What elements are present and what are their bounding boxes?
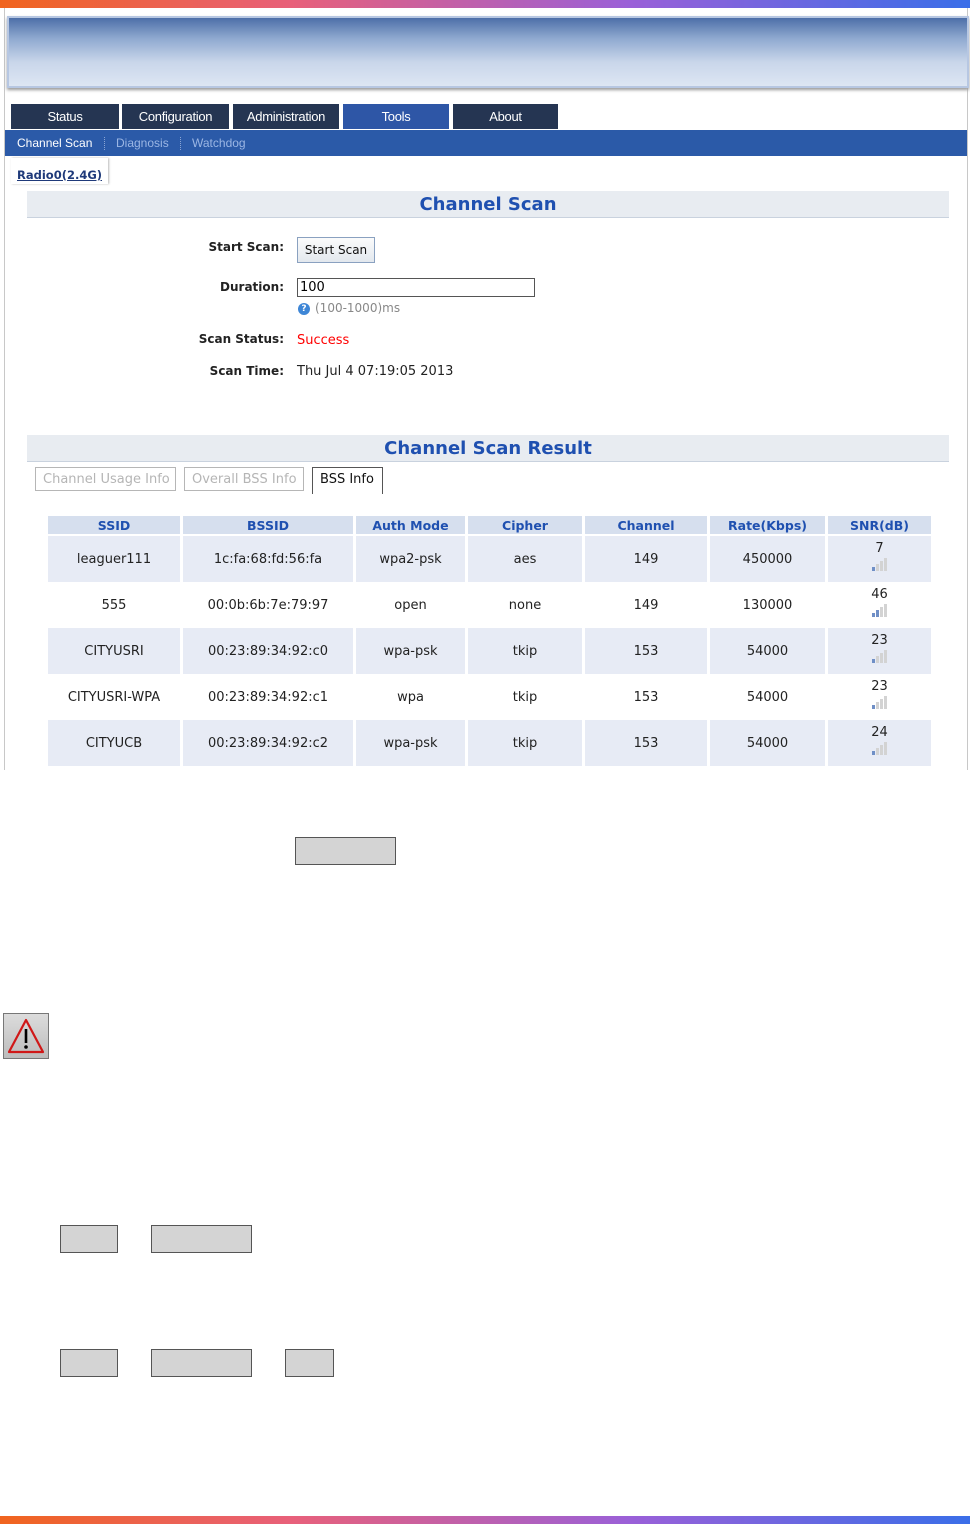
rate-cell: 54000 (710, 720, 825, 766)
signal-bar (876, 656, 879, 663)
snr-value: 23 (871, 678, 888, 694)
signal-strength-icon (872, 741, 888, 755)
snr-cell (828, 674, 931, 720)
gray-placeholder-box (151, 1225, 252, 1253)
gray-placeholder-box (60, 1349, 118, 1377)
header-banner (7, 16, 969, 88)
auth-mode-cell: wpa2-psk (356, 536, 465, 582)
tab-bss-info[interactable]: BSS Info (312, 467, 383, 494)
signal-bar (884, 696, 887, 709)
signal-bar (876, 610, 879, 617)
bssid-cell: 1c:fa:68:fd:56:fa (183, 536, 353, 582)
auth-mode-cell: open (356, 582, 465, 628)
ssid-cell: 555 (48, 582, 180, 628)
signal-bar (884, 742, 887, 755)
subnav-divider (104, 137, 105, 150)
column-header-bssid[interactable]: BSSID (183, 516, 353, 536)
channel-cell: 153 (585, 628, 707, 674)
tab-channel-usage-info[interactable]: Channel Usage Info (35, 467, 176, 491)
channel-scan-result-heading: Channel Scan Result (27, 435, 949, 462)
scan-status-value: Success (297, 333, 350, 348)
scan-time-label: Scan Time: (209, 364, 284, 378)
signal-bar (876, 748, 879, 755)
tools-subnav (5, 130, 967, 156)
table-row[interactable] (48, 536, 931, 582)
column-header-ssid[interactable]: SSID (48, 516, 180, 536)
channel-cell: 149 (585, 582, 707, 628)
signal-strength-icon (872, 695, 888, 709)
tab-configuration[interactable]: Configuration (122, 104, 229, 129)
gray-placeholder-box (60, 1225, 118, 1253)
tab-status[interactable]: Status (11, 104, 119, 129)
bssid-cell: 00:23:89:34:92:c0 (183, 628, 353, 674)
signal-bar (872, 705, 875, 709)
signal-strength-icon (872, 603, 888, 617)
rate-cell: 130000 (710, 582, 825, 628)
table-row[interactable] (48, 674, 931, 720)
gray-placeholder-box (285, 1349, 334, 1377)
column-header-rate[interactable]: Rate(Kbps) (710, 516, 825, 536)
subnav-divider (180, 137, 181, 150)
rate-cell: 450000 (710, 536, 825, 582)
duration-label: Duration: (220, 280, 284, 294)
table-header-row (48, 516, 931, 536)
tab-about[interactable]: About (453, 104, 558, 129)
bottom-gradient-bar (0, 1516, 970, 1524)
tab-administration[interactable]: Administration (233, 104, 339, 129)
duration-range-text: (100-1000)ms (315, 301, 401, 315)
ssid-cell: leaguer111 (48, 536, 180, 582)
cipher-cell: tkip (468, 720, 582, 766)
scan-time-value: Thu Jul 4 07:19:05 2013 (297, 364, 454, 379)
warning-icon (3, 1013, 49, 1059)
gray-placeholder-box (295, 837, 396, 865)
snr-cell (828, 582, 931, 628)
radio-tab-2-4g[interactable]: Radio0(2.4G) (11, 158, 108, 184)
signal-bar (872, 613, 875, 617)
signal-strength-icon (872, 557, 888, 571)
signal-bar (872, 567, 875, 571)
ssid-cell: CITYUSRI-WPA (48, 674, 180, 720)
signal-bar (880, 745, 883, 755)
auth-mode-cell: wpa-psk (356, 720, 465, 766)
signal-bar (876, 702, 879, 709)
table-row[interactable] (48, 628, 931, 674)
signal-bar (884, 558, 887, 571)
ssid-cell: CITYUCB (48, 720, 180, 766)
start-scan-label: Start Scan: (208, 240, 284, 254)
signal-bar (880, 653, 883, 663)
snr-cell (828, 536, 931, 582)
bssid-cell: 00:23:89:34:92:c1 (183, 674, 353, 720)
column-header-channel[interactable]: Channel (585, 516, 707, 536)
bssid-cell: 00:0b:6b:7e:79:97 (183, 582, 353, 628)
cipher-cell: none (468, 582, 582, 628)
start-scan-button[interactable]: Start Scan (297, 237, 375, 263)
cipher-cell: tkip (468, 628, 582, 674)
scan-status-label: Scan Status: (198, 332, 284, 346)
channel-cell: 153 (585, 674, 707, 720)
snr-value: 24 (871, 724, 888, 740)
table-row[interactable] (48, 720, 931, 766)
signal-bar (872, 751, 875, 755)
ssid-cell: CITYUSRI (48, 628, 180, 674)
rate-cell: 54000 (710, 628, 825, 674)
signal-bar (880, 561, 883, 571)
signal-bar (880, 699, 883, 709)
router-web-ui (4, 8, 968, 770)
column-header-cipher[interactable]: Cipher (468, 516, 582, 536)
subnav-watchdog[interactable]: Watchdog (192, 136, 246, 150)
duration-hint (298, 301, 400, 315)
duration-input[interactable] (297, 278, 535, 297)
rate-cell: 54000 (710, 674, 825, 720)
snr-cell (828, 628, 931, 674)
signal-bar (880, 607, 883, 617)
column-header-snr[interactable]: SNR(dB) (828, 516, 931, 536)
subnav-diagnosis[interactable]: Diagnosis (116, 136, 169, 150)
signal-strength-icon (872, 649, 888, 663)
channel-scan-heading: Channel Scan (27, 191, 949, 218)
snr-value: 23 (871, 632, 888, 648)
column-header-auth-mode[interactable]: Auth Mode (356, 516, 465, 536)
info-icon: ? (298, 303, 310, 315)
tab-tools[interactable]: Tools (343, 104, 449, 129)
table-row[interactable] (48, 582, 931, 628)
snr-cell (828, 720, 931, 766)
signal-bar (884, 650, 887, 663)
snr-value: 46 (871, 586, 888, 602)
auth-mode-cell: wpa (356, 674, 465, 720)
auth-mode-cell: wpa-psk (356, 628, 465, 674)
tab-overall-bss-info[interactable]: Overall BSS Info (184, 467, 304, 491)
bss-table-body (48, 536, 931, 766)
signal-bar (876, 564, 879, 571)
bss-info-table (45, 516, 934, 766)
cipher-cell: tkip (468, 674, 582, 720)
cipher-cell: aes (468, 536, 582, 582)
snr-value: 7 (875, 540, 884, 556)
signal-bar (872, 659, 875, 663)
top-gradient-bar (0, 0, 970, 8)
gray-placeholder-box (151, 1349, 252, 1377)
signal-bar (884, 604, 887, 617)
channel-cell: 149 (585, 536, 707, 582)
channel-cell: 153 (585, 720, 707, 766)
bssid-cell: 00:23:89:34:92:c2 (183, 720, 353, 766)
subnav-channel-scan[interactable]: Channel Scan (17, 136, 93, 150)
